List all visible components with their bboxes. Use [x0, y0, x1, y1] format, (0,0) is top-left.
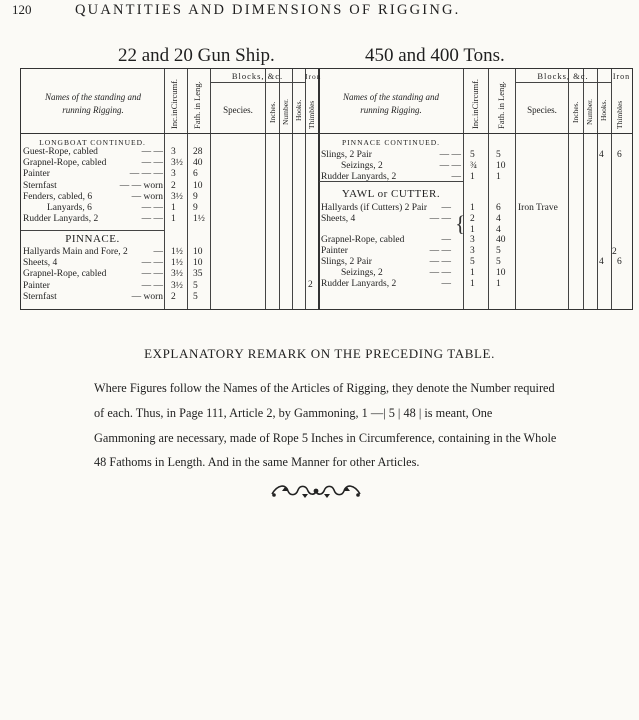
- row-inches: 3½: [171, 158, 183, 169]
- rule: [463, 69, 464, 309]
- rule: [611, 69, 612, 309]
- rule: [583, 69, 584, 309]
- row-inches: 1: [470, 172, 475, 183]
- row-dashes: —: [441, 235, 451, 246]
- row-dashes: — —: [141, 214, 163, 225]
- row-name: Rudder Lanyards, 2: [321, 172, 397, 183]
- names-header-line2: running Rigging.: [360, 105, 422, 115]
- row-inches: 3: [171, 147, 176, 157]
- number-header: Number.: [585, 98, 594, 125]
- row-inches: 1: [470, 278, 475, 289]
- species-value: Iron Trave: [518, 203, 558, 213]
- row-fathoms: 4: [496, 213, 501, 224]
- page-number: 120: [12, 2, 32, 17]
- row-name: Slings, 2 Pair: [321, 257, 372, 267]
- row-dashes: — —: [429, 246, 451, 257]
- row-inches: 3½: [171, 191, 183, 202]
- row-name: Fenders, cabled, 6: [23, 191, 93, 202]
- row-inches: 3½: [171, 280, 183, 291]
- names-header: [321, 91, 461, 117]
- row-inches: 5: [470, 150, 475, 160]
- row-name: Painter: [23, 169, 50, 180]
- row-name: Sheets, 4: [23, 258, 58, 269]
- row-name: Hallyards (if Cutters) 2 Pair: [321, 203, 428, 213]
- row-dashes: —: [153, 247, 163, 257]
- names-header-line1: Names of the standing and: [343, 92, 439, 102]
- section-title: PINNACE.: [65, 233, 120, 245]
- blocks-header: Blocks, &c.: [537, 71, 589, 81]
- row-dashes: — — worn: [119, 180, 163, 191]
- row-dashes: — —: [439, 150, 461, 160]
- ship-class: 22 and 20 Gun Ship.: [118, 45, 275, 66]
- row-dashes: —: [451, 172, 461, 183]
- row-fathoms: 5: [496, 257, 501, 267]
- row-inches: 2: [171, 291, 176, 302]
- remark-line: 48 Fathoms in Length. And in the same Manner for other Articles.: [94, 455, 420, 469]
- rigging-table: [20, 68, 633, 310]
- row-fathoms: 5: [496, 246, 501, 257]
- hooks-value: 4: [599, 257, 604, 267]
- blocks-header: Blocks, &c.: [231, 71, 284, 81]
- remark-title: EXPLANATORY REMARK ON THE PRECEDING TABLE.: [144, 346, 495, 361]
- row-inches: 3: [470, 235, 475, 246]
- row-name: Grapnel-Rope, cabled: [321, 235, 405, 246]
- row-inches: 1: [171, 214, 176, 225]
- row-name: Slings, 2 Pair: [321, 150, 372, 160]
- ornament-icon: [268, 482, 364, 500]
- row-name: Sternfast: [23, 180, 57, 191]
- row-dashes: — —: [141, 280, 163, 291]
- names-header-line1: Names of the standing and: [45, 92, 141, 102]
- row-fathoms: 5: [193, 280, 198, 291]
- row-inches: 1: [470, 203, 475, 213]
- row-fathoms: 1½: [193, 214, 205, 225]
- row-dashes: — —: [429, 213, 451, 224]
- blocks-rule: [515, 82, 611, 83]
- blk-inches-header: Inches.: [268, 101, 277, 123]
- row-inches: 2: [171, 180, 176, 191]
- header-rule: [21, 133, 632, 134]
- row-fathoms: 40: [496, 235, 506, 246]
- row-inches: 1: [470, 224, 475, 235]
- row-dashes: —: [441, 203, 451, 213]
- blk-inches-header: Inches.: [571, 101, 580, 123]
- remark-line: Gammoning are necessary, made of Rope 5 Inches in Circumference, containing in the Whole: [94, 431, 557, 445]
- inches-header: Inc.inCircumf.: [470, 78, 480, 129]
- thimbles-value: 6: [617, 257, 622, 267]
- row-fathoms: 28: [193, 147, 203, 157]
- row-inches: 3: [470, 246, 475, 257]
- blocks-rule: [210, 82, 305, 83]
- section-title: PINNACE CONTINUED.: [342, 138, 440, 147]
- row-fathoms: 1: [496, 278, 501, 289]
- row-inches: 3½: [171, 269, 183, 280]
- row-inches: 1½: [171, 258, 183, 269]
- extra-value: 2: [612, 247, 617, 257]
- thimbles-header: Thimbles: [615, 100, 624, 129]
- row-fathoms: 9: [193, 203, 198, 213]
- row-fathoms: 4: [496, 224, 501, 235]
- row-inches: 2: [470, 213, 475, 224]
- brace: {: [455, 211, 466, 236]
- row-dashes: — —: [439, 161, 461, 172]
- row-name: Grapnel-Rope, cabled: [23, 269, 107, 280]
- row-name: Lanyards, 6: [47, 203, 92, 213]
- row-dashes: — —: [141, 269, 163, 280]
- row-fathoms: 9: [193, 191, 198, 202]
- row-dashes: — —: [141, 203, 163, 213]
- rule: [292, 69, 293, 309]
- row-fathoms: 6: [193, 169, 198, 180]
- row-dashes: — — —: [129, 169, 163, 180]
- row-dashes: — —: [429, 257, 451, 267]
- row-dashes: — worn: [131, 191, 163, 202]
- row-name: Seizings, 2: [341, 267, 383, 278]
- row-name: Painter: [23, 280, 50, 291]
- row-inches: 1: [171, 203, 176, 213]
- rule: [187, 69, 188, 309]
- remark-line: of each. Thus, in Page 111, Article 2, by Gammoning, 1 —| 5 | 48 | is meant, One: [94, 406, 493, 420]
- rule: [568, 69, 569, 309]
- row-dashes: — —: [141, 147, 163, 157]
- iron-header: Iron: [612, 72, 631, 81]
- row-inches: ¾: [470, 161, 478, 172]
- rule: [164, 69, 165, 309]
- row-dashes: — —: [429, 267, 451, 278]
- names-header-line2: running Rigging.: [62, 105, 124, 115]
- row-dashes: — worn: [131, 291, 163, 302]
- species-header: Species.: [223, 105, 253, 115]
- row-name: Painter: [321, 246, 348, 257]
- row-fathoms: 5: [193, 291, 198, 302]
- section-title: YAWL or CUTTER.: [341, 188, 441, 200]
- rule: [488, 69, 489, 309]
- fathoms-header: Fath. in Leng.: [192, 81, 202, 129]
- row-dashes: — —: [141, 258, 163, 269]
- inches-header: Inc.inCircumf.: [169, 78, 179, 129]
- hooks-header: Hooks.: [599, 99, 608, 121]
- row-inches: 3: [171, 169, 176, 180]
- rule: [597, 69, 598, 309]
- species-header: Species.: [527, 105, 557, 115]
- row-name: Grapnel-Rope, cabled: [23, 158, 107, 169]
- section-title: LONGBOAT CONTINUED.: [39, 138, 146, 147]
- row-name: Rudder Lanyards, 2: [321, 278, 397, 289]
- row-fathoms: 10: [193, 258, 203, 269]
- names-header: [25, 91, 161, 117]
- remark-line: Where Figures follow the Names of the Articles of Rigging, they denote the Number required: [94, 381, 555, 395]
- row-name: Sternfast: [23, 291, 57, 302]
- row-fathoms: 10: [496, 161, 506, 172]
- row-name: Hallyards Main and Fore, 2: [23, 247, 128, 257]
- iron-header: Iron: [305, 72, 322, 81]
- row-inches: 1: [470, 267, 475, 278]
- row-dashes: —: [441, 278, 451, 289]
- row-fathoms: 10: [193, 180, 203, 191]
- tonnage: 450 and 400 Tons.: [365, 45, 505, 66]
- row-name: Seizings, 2: [341, 161, 383, 172]
- row-fathoms: 1: [496, 172, 501, 183]
- row-name: Rudder Lanyards, 2: [23, 214, 99, 225]
- row-inches: 5: [470, 257, 475, 267]
- row-fathoms: 10: [193, 247, 203, 257]
- row-name: Sheets, 4: [321, 213, 356, 224]
- running-head: QUANTITIES AND DIMENSIONS OF RIGGING.: [75, 2, 461, 18]
- row-name: Guest-Rope, cabled: [23, 147, 98, 157]
- row-inches: 1½: [171, 247, 183, 257]
- hooks-header: Hooks.: [294, 99, 303, 121]
- row-fathoms: 40: [193, 158, 203, 169]
- row-fathoms: 35: [193, 269, 203, 280]
- thimble-note: 2: [308, 280, 313, 290]
- section-rule: [21, 230, 164, 231]
- fathoms-header: Fath. in Leng.: [496, 81, 506, 129]
- hooks-value: 4: [599, 150, 604, 160]
- row-fathoms: 5: [496, 150, 501, 160]
- row-dashes: — —: [141, 158, 163, 169]
- row-fathoms: 6: [496, 203, 501, 213]
- row-fathoms: 10: [496, 267, 506, 278]
- thimbles-value: 6: [617, 150, 622, 160]
- rule: [265, 69, 266, 309]
- rule: [305, 69, 306, 309]
- number-header: Number.: [281, 98, 290, 125]
- rule: [279, 69, 280, 309]
- thimbles-header: Thimbles: [307, 100, 316, 129]
